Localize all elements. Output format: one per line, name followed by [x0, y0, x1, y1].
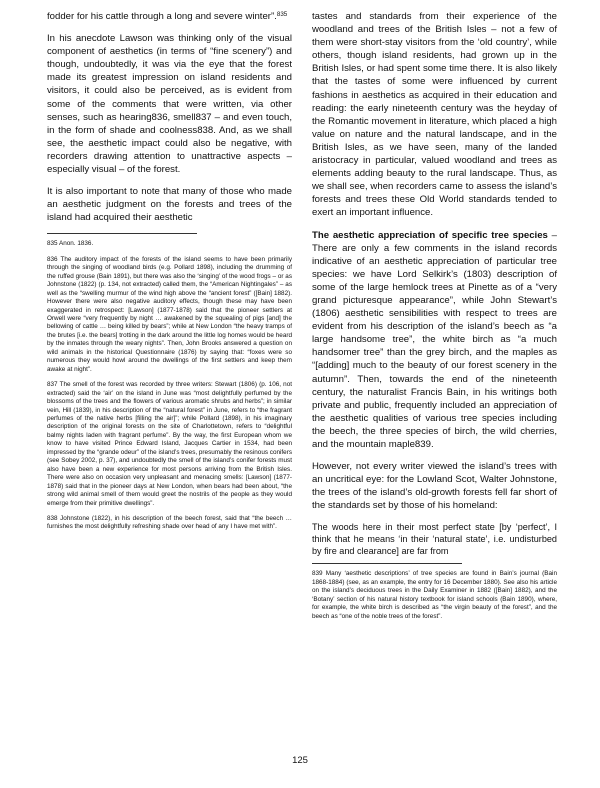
left-paragraph-3: It is also important to note that many of those who made an aesthetic judgment on the forests and trees of the island had acquired their aesthetic — [47, 186, 292, 224]
right-column — [312, 10, 557, 628]
footnote-divider — [312, 563, 462, 564]
right-paragraph-1: tastes and standards from their experience of the woodland and trees of the British Isles – not a few of them were short-stay visitors from the ‘old country’, while others, though island residents, had grown up in the British Isles, or had spent some time there. It is also likely that the tastes of some were influenced by current fashions in aesthetics as acquired in their education and reading: the early nineteenth century was the heyday of the Romantic movement in literature, which placed a high value on nature and the natural landscape, and in the British Isles, as we have seen, many of the landed aristocracy in particular, valued woodland and trees as elements adding beauty to the rural landscape. Thus, as we shall see, when recorders came to assess the island’s forests and trees these Old World standards tended to exert an important influence. — [312, 11, 557, 219]
footnote-835: 835 Anon. 1836. — [47, 240, 94, 248]
section-heading: The aesthetic appreciation of specific tree species — [312, 229, 548, 241]
page-number: 125 — [292, 755, 308, 766]
footnote-836: 836 The auditory impact of the forests of the island seems to have been primarily through the singing of woodland birds (e.g. Pollard 1898), including the drumming of the ruffed grouse (Bain 1891), but there was also the ‘singing’ of the wood frogs – or as Johnstone (1822) (p. 134, not extracted) called them, the “American Nightingales” – as well as the “swelling murmur of the wind high above the “ancient forest” ([Bain] 1882). However there were also negative auditory effects, though these may have been exaggerated in retrospect: [Lawson] (1877-1878) said that the pioneer settlers at Orwell were “very frequently by night … awakened by the squealing of pigs [and] the bellowing of cattle … being killed by bears”; while at New London “the heavy tramps of the brutes [i.e. the bears] trotting in the dark around the little log homes would be heard by the inmates through the weary nights”. Then, John Brooks answered a question on wild animals in the historical Questionnaire (1876) by saying that: “foxes were so numerous they would howl around the dwellings of the first settlers and keep them awake at night”. — [47, 255, 292, 373]
footnote-divider — [47, 233, 197, 234]
block-quote: The woods here in their most perfect state [by ‘perfect’, I think that he means ‘in their ‘natural state’, i.e. undisturbed by fire and clearance] are far from — [312, 522, 557, 557]
left-paragraph-2: In his anecdote Lawson was thinking only of the visual component of aesthetics (in terms of “fine scenery”) and though, undoubtedly, it was via the eye that the forest made its greatest impression on island residents and visitors, it could also be perceived, as is evident from some of the comments that were written, via other senses, such as hearing836, smell837 – and even touch, in the form of shade and coolness838. And, as we shall see, the aesthetic impact could also be negative, with recorders drawing attention to unattractive aspects – especially visual – of the forest. — [47, 33, 292, 176]
footnote-837: 837 The smell of the forest was recorded by three writers: Stewart (1806) (p. 106, not extracted) said the ‘air’ on the island in June was “most delightfully perfumed by the blossoms of the trees and the flowers of various aromatic shrubs and herbs”; in similar vein, Hill (1839), in his description of the “natural forest” in June, refers to “the fragrant perfumes of the native herbs [filling the air]”; while Pollard (1898), in his imaginary description of the original forests on the site of Charlottetown, refers to “delightful balmy nights laden with fragrant perfume”. By the way, the first European whom we know to have visited Prince Edward Island, Jacques Cartier in 1534, had been impressed by the “grande odeur” of the island’s trees, presumably the resinous conifers (see Sobey 2002, p. 37), and undoubtedly the smell of the island’s conifer forests must also have been a new experience for most persons arriving from the British Isles. There were also on occasion very unpleasant and menacing smells: [Lawson] (1877-1878) said that in the pioneer days at New London, when bears had been about, “the strong wild animal smell of them would greet the nostrils of the people as they would emerge from their primitive dwellings”. — [47, 381, 292, 507]
footnote-839: 839 Many ‘aesthetic descriptions’ of tree species are found in Bain’s journal (Bain 1868-1884) (see, as an example, the entry for 16 December 1880). See also his article on the island’s deciduous trees in the Daily Examiner in 1882 ([Bain] 1882), and the ‘Botany’ section of his natural history textbook for island schools (Bain 1890), where, for example, the white birch is described as “the virgin beauty of the forest”, and the beech as “one of the noble trees of the forest”. — [312, 570, 557, 620]
left-paragraph-1: fodder for his cattle through a long and severe winter”.$^{835}$ — [47, 11, 288, 22]
left-column — [47, 10, 292, 539]
footnote-838: 838 Johnstone (1822), in his description of the beech forest, said that “the beech … furnishes the most delightfully refreshing shade over head of any I have met with”. — [47, 515, 292, 531]
right-paragraph-3: However, not every writer viewed the island’s trees with an uncritical eye: for the Lowland Scot, Walter Johnstone, the trees of the island’s old-growth forests fell far short of the standards set by those of his homeland: — [312, 461, 557, 512]
right-paragraph-2: The aesthetic appreciation of specific tree species – There are only a few comments in the island records indicative of an aesthetic appreciation of particular tree species: we have Lord Selkirk’s (1803) description of some of the large hemlock trees at Pinette as of a “very grand picturesque appearance”, while John Stewart’s (1806) aesthetic sensibilities with respect to trees are evident from his description of the island’s beech as “a large handsome tree”, the white birch as “a much handsomer tree” than the grey birch, and the maples as “[adding] much to the beauty of our forest scenery in the autumn”. Then, towards the end of the nineteenth century, the naturalist Francis Bain, in his writings both private and public, frequently included an appreciation of the aesthetic qualities of various tree species including the beech, the three species of birch, the wild cherries, and the mountain maple839. — [312, 229, 557, 450]
